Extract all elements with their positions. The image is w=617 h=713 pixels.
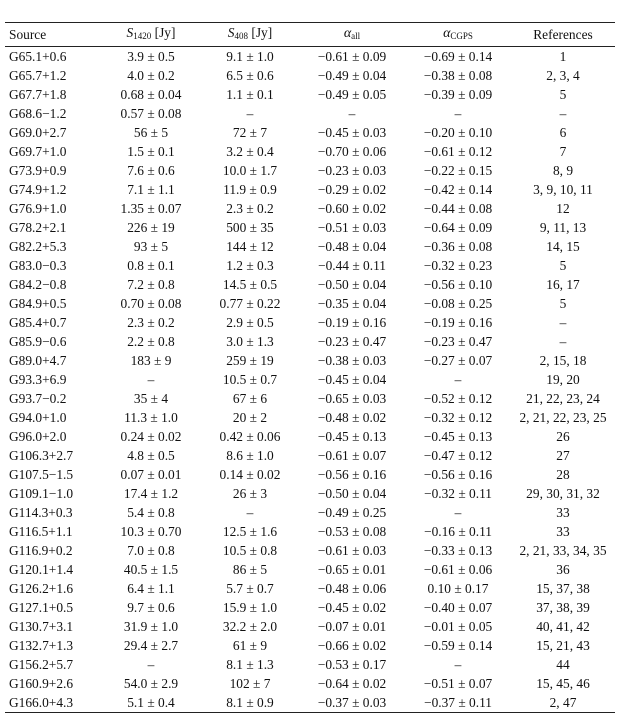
cell-s408: 0.42 ± 0.06 — [219, 429, 281, 444]
table-row — [5, 408, 615, 427]
cell-source: G89.0+4.7 — [9, 353, 67, 368]
cell-s408: 15.9 ± 1.0 — [222, 600, 278, 615]
cell-references: 26 — [556, 429, 570, 444]
cell-references: 2, 15, 18 — [539, 353, 587, 368]
cell-references: 27 — [556, 448, 570, 463]
cell-alpha-cgps: −0.36 ± 0.08 — [423, 239, 493, 254]
cell-alpha-all: −0.53 ± 0.08 — [317, 524, 387, 539]
table-row — [5, 560, 615, 579]
cell-source: G132.7+1.3 — [9, 638, 74, 653]
table-row — [5, 427, 615, 446]
cell-references: 15, 37, 38 — [536, 581, 590, 596]
cell-source: G67.7+1.8 — [9, 87, 67, 102]
cell-s408: 26 ± 3 — [232, 486, 268, 501]
cell-alpha-cgps: −0.42 ± 0.14 — [423, 182, 493, 197]
cell-alpha-cgps: −0.32 ± 0.11 — [424, 486, 492, 501]
cell-references: 12 — [556, 201, 570, 216]
cell-source: G85.9−0.6 — [9, 334, 67, 349]
cell-alpha-all: −0.61 ± 0.03 — [317, 543, 387, 558]
cell-alpha-all: −0.56 ± 0.16 — [317, 467, 387, 482]
cell-alpha-all: −0.07 ± 0.01 — [317, 619, 387, 634]
cell-s408: 8.1 ± 0.9 — [226, 695, 274, 710]
cell-s408: 5.7 ± 0.7 — [226, 581, 274, 596]
cell-s408: 20 ± 2 — [232, 410, 268, 425]
cell-s408: 10.0 ± 1.7 — [222, 163, 278, 178]
table-row — [5, 389, 615, 408]
cell-source: G116.5+1.1 — [9, 524, 73, 539]
table-row — [5, 332, 615, 351]
cell-references: – — [559, 315, 567, 330]
cell-s408: 259 ± 19 — [226, 353, 274, 368]
table-row — [5, 218, 615, 237]
cell-s408: 3.0 ± 1.3 — [226, 334, 274, 349]
header-alpha-all: $\alpha_{all}$ — [343, 26, 361, 41]
cell-s1420: 93 ± 5 — [133, 239, 169, 254]
cell-source: G65.1+0.6 — [9, 49, 67, 64]
cell-s1420: 2.3 ± 0.2 — [127, 315, 175, 330]
table-row — [5, 351, 615, 370]
cell-references: – — [559, 106, 567, 121]
table-row — [5, 275, 615, 294]
header-row — [5, 23, 615, 47]
cell-alpha-all: −0.49 ± 0.05 — [317, 87, 387, 102]
cell-s408: 6.5 ± 0.6 — [226, 68, 274, 83]
cell-s408: 32.2 ± 2.0 — [222, 619, 278, 634]
cell-alpha-cgps: −0.16 ± 0.11 — [424, 524, 492, 539]
cell-alpha-all: −0.35 ± 0.04 — [317, 296, 387, 311]
cell-s1420: 4.8 ± 0.5 — [127, 448, 175, 463]
cell-alpha-cgps: 0.10 ± 0.17 — [427, 581, 489, 596]
cell-s408: 8.6 ± 1.0 — [226, 448, 274, 463]
cell-s408: 3.2 ± 0.4 — [226, 144, 274, 159]
cell-s1420: 7.2 ± 0.8 — [127, 277, 175, 292]
cell-source: G84.9+0.5 — [9, 296, 67, 311]
cell-alpha-cgps: −0.64 ± 0.09 — [423, 220, 493, 235]
cell-s408: 0.77 ± 0.22 — [219, 296, 281, 311]
cell-s1420: 35 ± 4 — [133, 391, 169, 406]
cell-s1420: 7.1 ± 1.1 — [127, 182, 175, 197]
cell-alpha-cgps: −0.45 ± 0.13 — [423, 429, 493, 444]
cell-s1420: 31.9 ± 1.0 — [123, 619, 179, 634]
table-row — [5, 579, 615, 598]
cell-s408: 1.1 ± 0.1 — [226, 87, 274, 102]
cell-s1420: 5.4 ± 0.8 — [127, 505, 175, 520]
cell-alpha-all: −0.70 ± 0.06 — [317, 144, 387, 159]
table-row — [5, 180, 615, 199]
cell-alpha-cgps: −0.39 ± 0.09 — [423, 87, 493, 102]
cell-alpha-cgps: – — [454, 505, 462, 520]
cell-references: 2, 47 — [549, 695, 577, 710]
cell-source: G94.0+1.0 — [9, 410, 67, 425]
header-references: References — [533, 27, 593, 42]
table-row — [5, 237, 615, 256]
cell-alpha-cgps: −0.44 ± 0.08 — [423, 201, 493, 216]
cell-alpha-cgps: −0.32 ± 0.23 — [423, 258, 493, 273]
snr-table-container — [5, 22, 615, 713]
cell-alpha-all: −0.60 ± 0.02 — [317, 201, 387, 216]
cell-alpha-cgps: −0.33 ± 0.13 — [423, 543, 493, 558]
cell-source: G127.1+0.5 — [9, 600, 74, 615]
table-row — [5, 693, 615, 713]
cell-alpha-cgps: −0.56 ± 0.10 — [423, 277, 493, 292]
cell-s1420: 1.35 ± 0.07 — [120, 201, 182, 216]
cell-alpha-all: −0.48 ± 0.02 — [317, 410, 387, 425]
cell-s1420: 40.5 ± 1.5 — [123, 562, 179, 577]
cell-source: G116.9+0.2 — [9, 543, 73, 558]
cell-s1420: 0.07 ± 0.01 — [120, 467, 182, 482]
cell-references: 15, 21, 43 — [536, 638, 590, 653]
cell-s408: 10.5 ± 0.7 — [222, 372, 278, 387]
table-row — [5, 47, 615, 67]
cell-source: G114.3+0.3 — [9, 505, 73, 520]
cell-alpha-all: −0.53 ± 0.17 — [317, 657, 387, 672]
cell-source: G96.0+2.0 — [9, 429, 67, 444]
cell-alpha-cgps: – — [454, 657, 462, 672]
cell-alpha-all: −0.49 ± 0.25 — [317, 505, 387, 520]
cell-references: 16, 17 — [546, 277, 580, 292]
cell-alpha-all: −0.23 ± 0.47 — [317, 334, 387, 349]
cell-alpha-all: −0.45 ± 0.13 — [317, 429, 387, 444]
cell-source: G78.2+2.1 — [9, 220, 67, 235]
cell-source: G69.0+2.7 — [9, 125, 67, 140]
cell-references: – — [559, 334, 567, 349]
cell-alpha-all: −0.49 ± 0.04 — [317, 68, 387, 83]
cell-s1420: 1.5 ± 0.1 — [127, 144, 175, 159]
cell-references: 14, 15 — [546, 239, 580, 254]
cell-source: G82.2+5.3 — [9, 239, 67, 254]
cell-source: G84.2−0.8 — [9, 277, 67, 292]
cell-alpha-all: −0.65 ± 0.03 — [317, 391, 387, 406]
cell-alpha-cgps: −0.20 ± 0.10 — [423, 125, 493, 140]
table-row — [5, 503, 615, 522]
cell-source: G73.9+0.9 — [9, 163, 67, 178]
cell-references: 2, 21, 33, 34, 35 — [519, 543, 607, 558]
cell-alpha-cgps: −0.61 ± 0.06 — [423, 562, 493, 577]
cell-s408: 102 ± 7 — [229, 676, 271, 691]
cell-references: 36 — [556, 562, 570, 577]
table-row — [5, 484, 615, 503]
table-row — [5, 104, 615, 123]
cell-s1420: – — [147, 657, 155, 672]
cell-alpha-cgps: −0.38 ± 0.08 — [423, 68, 493, 83]
cell-alpha-cgps: −0.52 ± 0.12 — [423, 391, 493, 406]
cell-source: G156.2+5.7 — [9, 657, 74, 672]
cell-source: G126.2+1.6 — [9, 581, 74, 596]
cell-s408: 2.3 ± 0.2 — [226, 201, 274, 216]
table-row — [5, 465, 615, 484]
cell-alpha-cgps: −0.22 ± 0.15 — [423, 163, 493, 178]
cell-s1420: 11.3 ± 1.0 — [124, 410, 178, 425]
cell-s1420: 0.70 ± 0.08 — [120, 296, 182, 311]
cell-alpha-all: −0.50 ± 0.04 — [317, 486, 387, 501]
cell-s1420: 7.6 ± 0.6 — [127, 163, 175, 178]
cell-s1420: 183 ± 9 — [130, 353, 172, 368]
cell-source: G130.7+3.1 — [9, 619, 74, 634]
cell-alpha-cgps: −0.23 ± 0.47 — [423, 334, 493, 349]
cell-references: 44 — [556, 657, 570, 672]
cell-alpha-all: −0.66 ± 0.02 — [317, 638, 387, 653]
cell-alpha-all: −0.37 ± 0.03 — [317, 695, 387, 710]
cell-s1420: 6.4 ± 1.1 — [127, 581, 175, 596]
cell-alpha-cgps: −0.69 ± 0.14 — [423, 49, 493, 64]
cell-s408: 8.1 ± 1.3 — [226, 657, 274, 672]
cell-s408: 61 ± 9 — [232, 638, 268, 653]
cell-s1420: 10.3 ± 0.70 — [120, 524, 182, 539]
cell-s1420: 17.4 ± 1.2 — [123, 486, 179, 501]
cell-alpha-all: −0.19 ± 0.16 — [317, 315, 387, 330]
table-row — [5, 161, 615, 180]
cell-source: G109.1−1.0 — [9, 486, 74, 501]
cell-alpha-all: −0.51 ± 0.03 — [317, 220, 387, 235]
cell-references: 15, 45, 46 — [536, 676, 590, 691]
cell-alpha-cgps: – — [454, 372, 462, 387]
cell-alpha-cgps: −0.32 ± 0.12 — [423, 410, 493, 425]
cell-references: 5 — [559, 258, 567, 273]
cell-s1420: 3.9 ± 0.5 — [127, 49, 175, 64]
cell-s408: 9.1 ± 1.0 — [226, 49, 274, 64]
cell-source: G68.6−1.2 — [9, 106, 67, 121]
cell-s408: 0.14 ± 0.02 — [219, 467, 281, 482]
cell-references: 33 — [556, 524, 570, 539]
cell-s408: 144 ± 12 — [226, 239, 274, 254]
cell-references: 5 — [559, 296, 567, 311]
table-row — [5, 313, 615, 332]
cell-s408: 500 ± 35 — [226, 220, 274, 235]
cell-references: 33 — [556, 505, 570, 520]
table-row — [5, 541, 615, 560]
table-row — [5, 522, 615, 541]
cell-s1420: 9.7 ± 0.6 — [127, 600, 175, 615]
cell-s1420: 0.8 ± 0.1 — [127, 258, 175, 273]
cell-references: 1 — [559, 49, 567, 64]
cell-s1420: 7.0 ± 0.8 — [127, 543, 175, 558]
cell-references: 2, 21, 22, 23, 25 — [519, 410, 607, 425]
cell-s408: 2.9 ± 0.5 — [226, 315, 274, 330]
cell-alpha-all: −0.45 ± 0.02 — [317, 600, 387, 615]
cell-s1420: – — [147, 372, 155, 387]
cell-alpha-cgps: −0.56 ± 0.16 — [423, 467, 493, 482]
snr-flux-table — [5, 22, 615, 713]
table-header — [5, 23, 615, 47]
cell-source: G120.1+1.4 — [9, 562, 74, 577]
cell-references: 37, 38, 39 — [536, 600, 590, 615]
cell-s1420: 29.4 ± 2.7 — [123, 638, 179, 653]
cell-source: G85.4+0.7 — [9, 315, 67, 330]
cell-source: G93.3+6.9 — [9, 372, 67, 387]
cell-source: G74.9+1.2 — [9, 182, 67, 197]
table-row — [5, 294, 615, 313]
cell-alpha-all: −0.38 ± 0.03 — [317, 353, 387, 368]
cell-alpha-cgps: −0.47 ± 0.12 — [423, 448, 493, 463]
table-row — [5, 617, 615, 636]
cell-s1420: 4.0 ± 0.2 — [127, 68, 175, 83]
cell-s1420: 0.57 ± 0.08 — [120, 106, 182, 121]
cell-alpha-all: −0.50 ± 0.04 — [317, 277, 387, 292]
cell-alpha-cgps: −0.51 ± 0.07 — [423, 676, 493, 691]
cell-alpha-all: −0.48 ± 0.04 — [317, 239, 387, 254]
cell-s1420: 54.0 ± 2.9 — [123, 676, 179, 691]
cell-s1420: 226 ± 19 — [127, 220, 175, 235]
table-row — [5, 655, 615, 674]
cell-source: G65.7+1.2 — [9, 68, 67, 83]
cell-references: 40, 41, 42 — [536, 619, 590, 634]
cell-references: 21, 22, 23, 24 — [526, 391, 600, 406]
table-body — [5, 47, 615, 713]
cell-references: 2, 3, 4 — [546, 68, 580, 83]
header-s1420: $S_{1420}$ [Jy] — [126, 25, 176, 41]
cell-s408: 72 ± 7 — [232, 125, 268, 140]
cell-alpha-cgps: −0.19 ± 0.16 — [423, 315, 493, 330]
cell-references: 8, 9 — [552, 163, 574, 178]
cell-s408: 12.5 ± 1.6 — [222, 524, 278, 539]
cell-references: 19, 20 — [546, 372, 580, 387]
table-row — [5, 636, 615, 655]
table-row — [5, 674, 615, 693]
table-row — [5, 256, 615, 275]
cell-alpha-cgps: −0.61 ± 0.12 — [423, 144, 493, 159]
table-row — [5, 199, 615, 218]
cell-s408: 1.2 ± 0.3 — [226, 258, 274, 273]
table-row — [5, 598, 615, 617]
cell-alpha-all: −0.45 ± 0.04 — [317, 372, 387, 387]
cell-source: G69.7+1.0 — [9, 144, 67, 159]
cell-alpha-all: −0.61 ± 0.07 — [317, 448, 387, 463]
cell-source: G166.0+4.3 — [9, 695, 74, 710]
cell-source: G160.9+2.6 — [9, 676, 74, 691]
header-alpha-cgps: $\alpha_{CGPS}$ — [443, 26, 473, 41]
cell-references: 3, 9, 10, 11 — [533, 182, 593, 197]
cell-references: 6 — [559, 125, 567, 140]
cell-s408: 67 ± 6 — [232, 391, 268, 406]
table-row — [5, 446, 615, 465]
cell-references: 28 — [556, 467, 570, 482]
cell-source: G106.3+2.7 — [9, 448, 74, 463]
cell-alpha-cgps: −0.27 ± 0.07 — [423, 353, 493, 368]
cell-alpha-all: −0.23 ± 0.03 — [317, 163, 387, 178]
cell-alpha-cgps: −0.37 ± 0.11 — [424, 695, 492, 710]
cell-s1420: 5.1 ± 0.4 — [127, 695, 175, 710]
cell-s1420: 0.24 ± 0.02 — [120, 429, 182, 444]
cell-s1420: 56 ± 5 — [133, 125, 169, 140]
cell-s408: 10.5 ± 0.8 — [222, 543, 278, 558]
header-source: Source — [9, 27, 47, 42]
cell-alpha-cgps: −0.01 ± 0.05 — [423, 619, 493, 634]
cell-references: 29, 30, 31, 32 — [526, 486, 600, 501]
cell-alpha-all: −0.44 ± 0.11 — [318, 258, 386, 273]
cell-source: G107.5−1.5 — [9, 467, 74, 482]
cell-source: G93.7−0.2 — [9, 391, 67, 406]
cell-s408: – — [246, 505, 254, 520]
cell-s1420: 0.68 ± 0.04 — [120, 87, 182, 102]
table-row — [5, 123, 615, 142]
cell-s408: 86 ± 5 — [232, 562, 268, 577]
cell-references: 7 — [559, 144, 567, 159]
header-s408: $S_{408}$ [Jy] — [227, 25, 273, 41]
cell-alpha-cgps: −0.40 ± 0.07 — [423, 600, 493, 615]
cell-alpha-cgps: −0.59 ± 0.14 — [423, 638, 493, 653]
cell-alpha-cgps: −0.08 ± 0.25 — [423, 296, 493, 311]
cell-alpha-all: −0.45 ± 0.03 — [317, 125, 387, 140]
table-row — [5, 85, 615, 104]
cell-alpha-all: −0.64 ± 0.02 — [317, 676, 387, 691]
cell-alpha-cgps: – — [454, 106, 462, 121]
cell-s408: – — [246, 106, 254, 121]
cell-s408: 11.9 ± 0.9 — [223, 182, 277, 197]
cell-source: G83.0−0.3 — [9, 258, 67, 273]
cell-alpha-all: −0.29 ± 0.02 — [317, 182, 387, 197]
cell-alpha-all: −0.61 ± 0.09 — [317, 49, 387, 64]
cell-alpha-all: −0.65 ± 0.01 — [317, 562, 387, 577]
cell-source: G76.9+1.0 — [9, 201, 67, 216]
cell-s1420: 2.2 ± 0.8 — [127, 334, 175, 349]
table-row — [5, 142, 615, 161]
cell-references: 5 — [559, 87, 567, 102]
table-row — [5, 370, 615, 389]
cell-alpha-all: −0.48 ± 0.06 — [317, 581, 387, 596]
cell-alpha-all: – — [348, 106, 356, 121]
cell-s408: 14.5 ± 0.5 — [222, 277, 278, 292]
table-row — [5, 66, 615, 85]
cell-references: 9, 11, 13 — [539, 220, 587, 235]
